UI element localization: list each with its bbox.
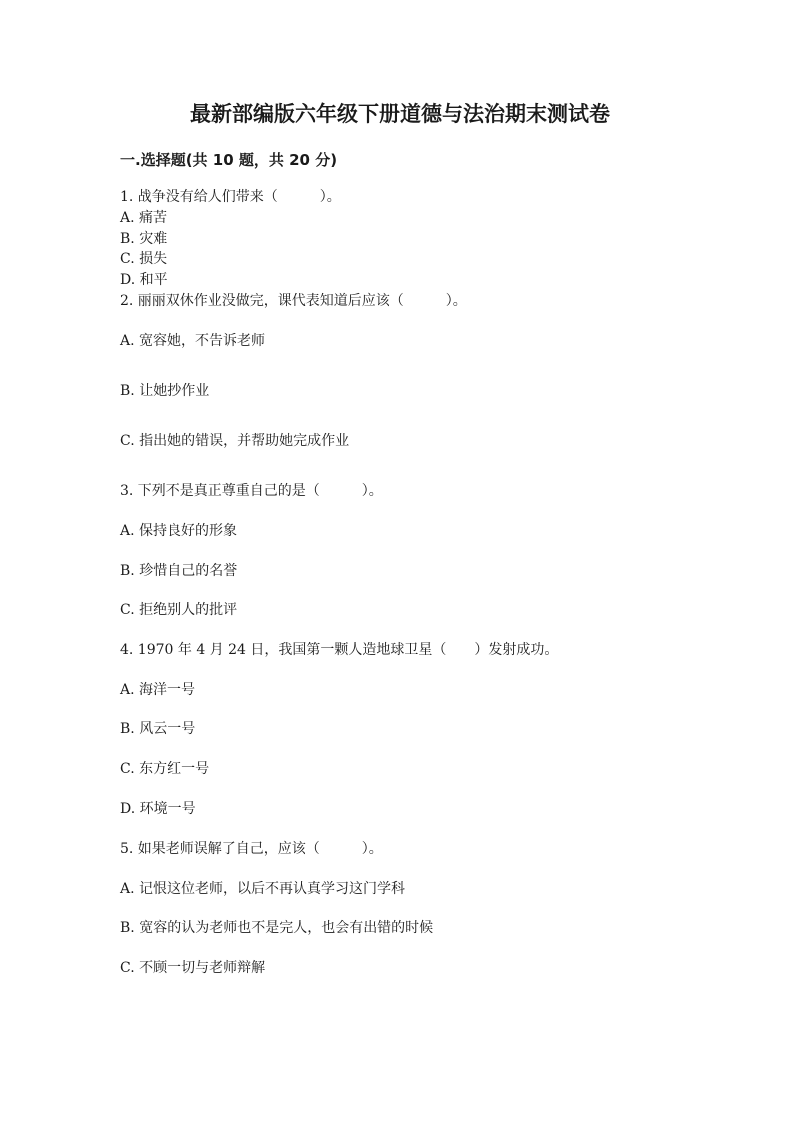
page-title: 最新部编版六年级下册道德与法治期末测试卷 [190,102,610,126]
answer-option: A. 保持良好的形象 [120,523,238,539]
question-stem: 4. 1970 年 4 月 24 日，我国第一颗人造地球卫星（ ）发射成功。 [120,642,559,658]
section-heading: 一.选择题(共 10 题，共 20 分) [120,151,338,169]
question-stem: 2. 丽丽双休作业没做完，课代表知道后应该（ ）。 [120,293,467,309]
question-stem: 3. 下列不是真正尊重自己的是（ ）。 [120,483,383,499]
answer-option: A. 海洋一号 [120,682,196,698]
answer-option: B. 让她抄作业 [120,383,210,399]
answer-option: C. 拒绝别人的批评 [120,602,238,618]
answer-option: C. 指出她的错误，并帮助她完成作业 [120,433,350,449]
question-stem: 1. 战争没有给人们带来（ ）。 [120,189,341,205]
answer-option: A. 痛苦 [120,210,168,226]
answer-option: A. 记恨这位老师，以后不再认真学习这门学科 [120,881,406,897]
answer-option: A. 宽容她，不告诉老师 [120,333,266,349]
answer-option: B. 灾难 [120,231,168,247]
answer-option: D. 和平 [120,272,168,288]
question-stem: 5. 如果老师误解了自己，应该（ ）。 [120,841,383,857]
answer-option: B. 珍惜自己的名誉 [120,563,238,579]
answer-option: C. 不顾一切与老师辩解 [120,960,266,976]
answer-option: B. 风云一号 [120,721,196,737]
answer-option: B. 宽容的认为老师也不是完人，也会有出错的时候 [120,920,434,936]
answer-option: D. 环境一号 [120,801,196,817]
answer-option: C. 东方红一号 [120,761,210,777]
answer-option: C. 损失 [120,251,168,267]
